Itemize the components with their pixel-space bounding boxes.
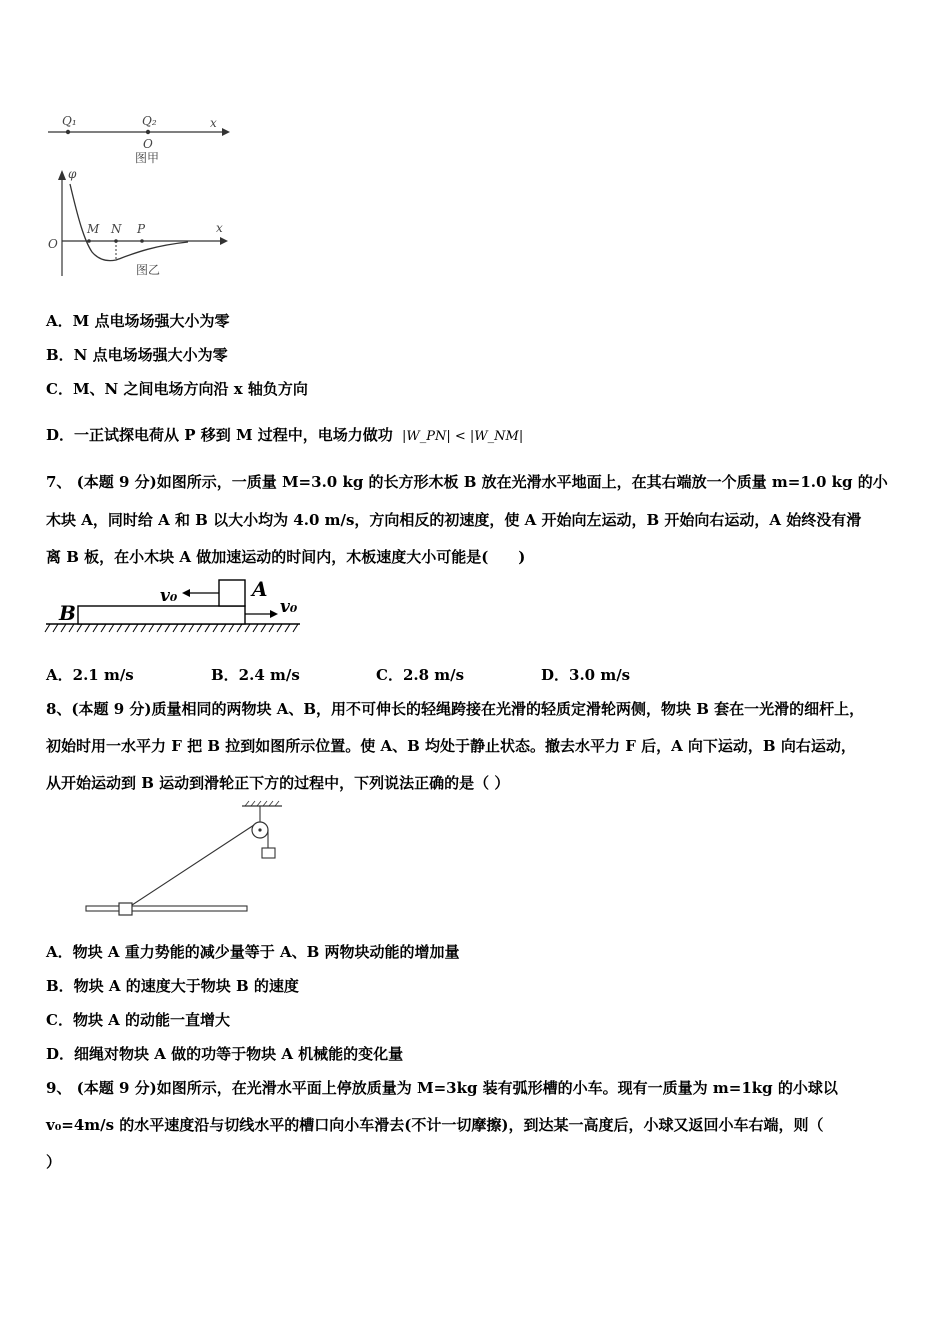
label-o-bottom: O xyxy=(48,237,58,251)
q6-option-d-text: D．一正试探电荷从 P 移到 M 过程中，电场力做功 xyxy=(46,426,393,444)
q8-figure xyxy=(82,800,282,920)
label-v0-left: v₀ xyxy=(160,586,178,606)
x-axis-arrow-bottom xyxy=(220,237,228,245)
caption-jia: 图甲 xyxy=(135,151,160,165)
q9-line-3: ） xyxy=(46,1153,62,1171)
board-b xyxy=(78,606,245,624)
slide-rod xyxy=(86,906,247,911)
phi-axis-arrow xyxy=(58,170,66,180)
point-n xyxy=(114,239,118,243)
q6-option-a: A．M 点电场场强大小为零 xyxy=(46,312,230,330)
label-b: B xyxy=(59,601,76,625)
point-p xyxy=(140,239,144,243)
label-a: A xyxy=(252,577,268,601)
block-a-hanging xyxy=(262,848,275,858)
q8-option-d: D．细绳对物块 A 做的功等于物块 A 机械能的变化量 xyxy=(46,1045,404,1063)
point-m xyxy=(87,239,91,243)
axis-arrow-top xyxy=(222,128,230,136)
pulley-axle xyxy=(258,828,261,831)
label-n: N xyxy=(111,222,122,236)
rope-to-b xyxy=(126,825,254,909)
label-q2: Q₂ xyxy=(142,114,157,128)
q6-figure xyxy=(40,108,240,283)
work-comparison-formula: |W_PN| < |W_NM| xyxy=(402,429,524,444)
charge-q2 xyxy=(146,130,150,134)
q7-line-1: 7、 (本题 9 分)如图所示，一质量 M=3.0 kg 的长方形木板 B 放在光滑水平地面上，在其右端放一个质量 m=1.0 kg 的小 xyxy=(46,473,888,491)
q8-option-b: B．物块 A 的速度大于物块 B 的速度 xyxy=(46,977,299,995)
label-q1: Q₁ xyxy=(62,114,77,128)
q7-line-3: 离 B 板，在小木块 A 做加速运动的时间内，木板速度大小可能是( ) xyxy=(46,548,526,566)
block-a xyxy=(219,580,245,606)
arrow-left-head xyxy=(182,589,190,597)
q7-option-b: B．2.4 m/s xyxy=(211,666,300,684)
q7-option-d: D．3.0 m/s xyxy=(541,666,631,684)
label-phi: φ xyxy=(68,167,77,181)
ground-hatching xyxy=(45,624,298,632)
label-v0-right: v₀ xyxy=(280,597,298,617)
q7-option-c: C．2.8 m/s xyxy=(376,666,465,684)
q8-line-2: 初始时用一水平力 F 把 B 拉到如图所示位置。使 A、B 均处于静止状态。撤去水平力 F 后，A 向下运动，B 向右运动， xyxy=(46,737,856,755)
q7-option-a: A．2.1 m/s xyxy=(46,666,134,684)
q8-option-a: A．物块 A 重力势能的减少量等于 A、B 两物块动能的增加量 xyxy=(46,943,460,961)
label-x-top: x xyxy=(210,116,217,130)
q6-option-c: C．M、N 之间电场方向沿 x 轴负方向 xyxy=(46,380,308,398)
q8-line-1: 8、(本题 9 分)质量相同的两物块 A、B，用不可伸长的轻绳跨接在光滑的轻质定滑轮两侧，物块 B 套在一光滑的细杆上， xyxy=(46,700,865,718)
caption-yi: 图乙 xyxy=(136,263,161,277)
q6-option-b: B．N 点电场场强大小为零 xyxy=(46,346,228,364)
q6-option-d xyxy=(46,425,523,447)
q8-line-3: 从开始运动到 B 运动到滑轮正下方的过程中，下列说法正确的是（ ） xyxy=(46,774,510,792)
label-p: P xyxy=(137,222,146,236)
label-o-top: O xyxy=(143,137,153,151)
q8-option-c: C．物块 A 的动能一直增大 xyxy=(46,1011,231,1029)
q7-line-2: 木块 A，同时给 A 和 B 以大小均为 4.0 m/s，方向相反的初速度，使 A 开始向左运动，B 开始向右运动，A 始终没有滑 xyxy=(46,511,862,529)
arrow-right-head xyxy=(270,610,278,618)
ceiling-hatching xyxy=(245,801,279,806)
q9-line-2: v₀=4m/s 的水平速度沿与切线水平的槽口向小车滑去(不计一切摩擦)，到达某一高度后，小球又返回小车右端，则（ xyxy=(46,1116,824,1134)
label-x-bottom: x xyxy=(216,221,223,235)
q9-line-1: 9、 (本题 9 分)如图所示，在光滑水平面上停放质量为 M=3kg 装有弧形槽的小车。现有一质量为 m=1kg 的小球以 xyxy=(46,1079,838,1097)
charge-q1 xyxy=(66,130,70,134)
block-b-on-rod xyxy=(119,903,132,915)
label-m: M xyxy=(87,222,100,236)
q7-figure xyxy=(44,574,304,636)
